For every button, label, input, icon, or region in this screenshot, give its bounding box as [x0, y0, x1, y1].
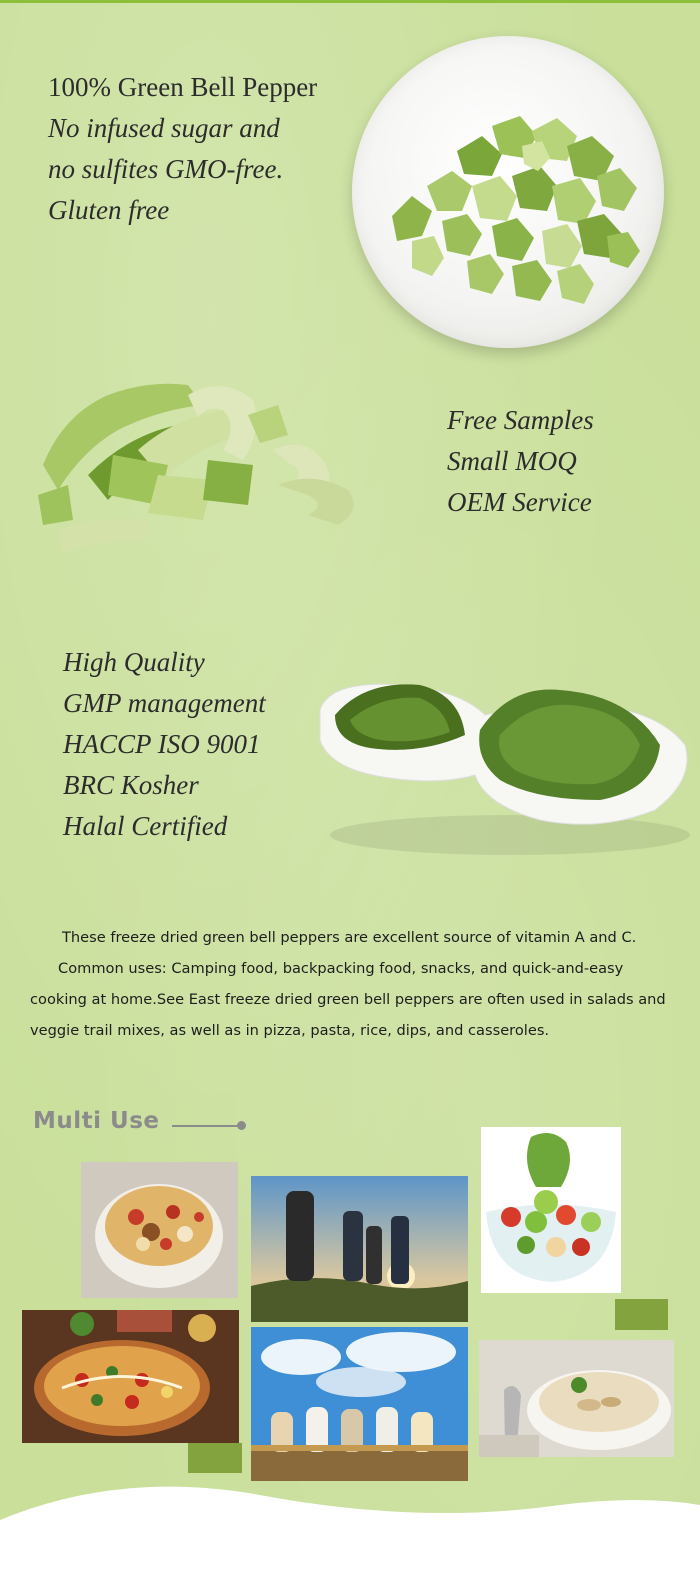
feature-line: High Quality: [63, 647, 205, 677]
mushroom-soup-photo: [479, 1340, 674, 1457]
feature-list-service: [447, 400, 594, 523]
plate-diced-peppers-image: [352, 36, 664, 348]
salad-bowl-photo: [481, 1127, 621, 1293]
feature-line: Halal Certified: [63, 811, 228, 841]
hot-pot-soup-photo: [81, 1162, 238, 1298]
pizza-photo: [22, 1310, 239, 1443]
feature-line: Small MOQ: [447, 446, 577, 476]
description-paragraph-1: These freeze dried green bell peppers are excellent source of vitamin A and C.: [62, 929, 637, 946]
product-description: [30, 922, 680, 1046]
decorative-square: [188, 1443, 242, 1473]
multi-use-title: Multi Use: [33, 1108, 160, 1134]
feature-line: BRC Kosher: [63, 770, 199, 800]
bottom-wave-decoration: [0, 1480, 700, 1570]
double-dish-flakes-image: [310, 660, 692, 860]
feature-line: GMP management: [63, 688, 266, 718]
feature-line: HACCP ISO 9001: [63, 729, 261, 759]
picnic-group-photo: [251, 1327, 468, 1481]
feature-list-ingredients: [48, 67, 317, 231]
hikers-photo: [251, 1176, 468, 1322]
feature-line: OEM Service: [447, 487, 592, 517]
diced-peppers-illustration: [352, 36, 664, 348]
feature-line: Free Samples: [447, 405, 594, 435]
title-divider-dot: [237, 1121, 246, 1130]
decorative-square: [615, 1299, 668, 1330]
top-accent-line: [0, 0, 700, 3]
description-paragraph-2: Common uses: Camping food, backpacking food, snacks, and quick-and-easy cooking at home.See East freeze dried green bell peppers are often used in salads and veggie trail mixes, as well as in pizza, pasta, rice, dips, and casseroles.: [30, 960, 666, 1039]
feature-line: No infused sugar and: [48, 113, 280, 143]
feature-list-certifications: [63, 642, 266, 847]
feature-line: no sulfites GMO-free.: [48, 154, 284, 184]
dried-pepper-strips-image: [38, 355, 368, 570]
feature-line: Gluten free: [48, 195, 170, 225]
title-divider-line: [172, 1125, 240, 1127]
feature-line: 100% Green Bell Pepper: [48, 72, 318, 102]
